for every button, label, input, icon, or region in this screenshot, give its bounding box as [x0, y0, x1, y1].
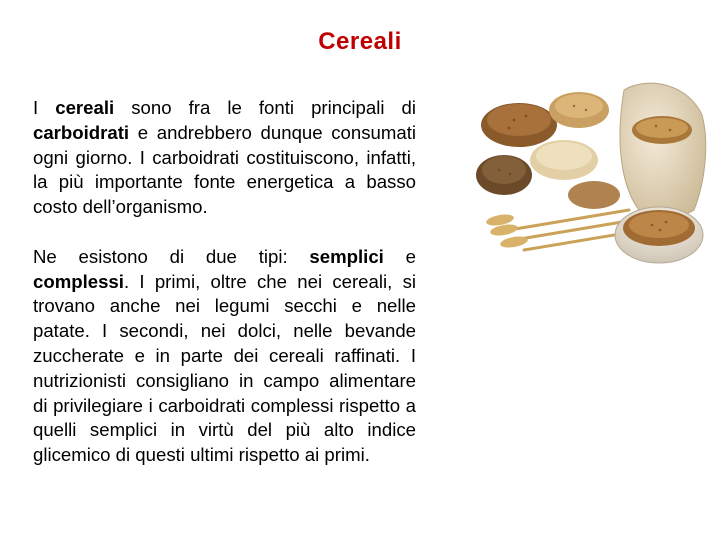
- body-text: [33, 96, 416, 468]
- p1-run-2: sono fra le fonti principali di: [114, 97, 416, 118]
- p2-run-1: semplici: [309, 245, 384, 267]
- p2-run-4: . I primi, oltre che nei cereali, si trovano anche nei legumi secchi e nelle patate. I secondi, nei dolci, nelle bevande zuccherate e in parte dei cereali raffinati. I nutrizionisti consigliano in campo alimentare di privilegiare i carboidrati complessi rispetto a quelli semplici in virtù del più alto indice glicemico di questi ultimi rispetto ai primi.: [33, 270, 416, 466]
- slide-title-text: Cereali: [318, 28, 402, 55]
- p2-run-3: complessi: [33, 270, 124, 292]
- grains-illustration: [474, 70, 709, 270]
- p1-run-0: I: [33, 97, 56, 118]
- p1-run-3: carboidrati: [33, 121, 130, 143]
- p2-run-2: e: [383, 245, 416, 267]
- p1-run-4: e andrebbero dunque consumati ogni giorno. I carboidrati costituiscono, infatti, la più importante fonte energetica a basso costo dell’organismo.: [33, 121, 416, 218]
- p1-run-1: cereali: [55, 97, 115, 118]
- paragraph-2: [33, 245, 416, 468]
- grains-photo: [474, 70, 709, 270]
- paragraph-1: [33, 96, 416, 220]
- slide-title: [0, 28, 728, 56]
- p2-run-0: Ne esistono di due tipi:: [33, 245, 310, 267]
